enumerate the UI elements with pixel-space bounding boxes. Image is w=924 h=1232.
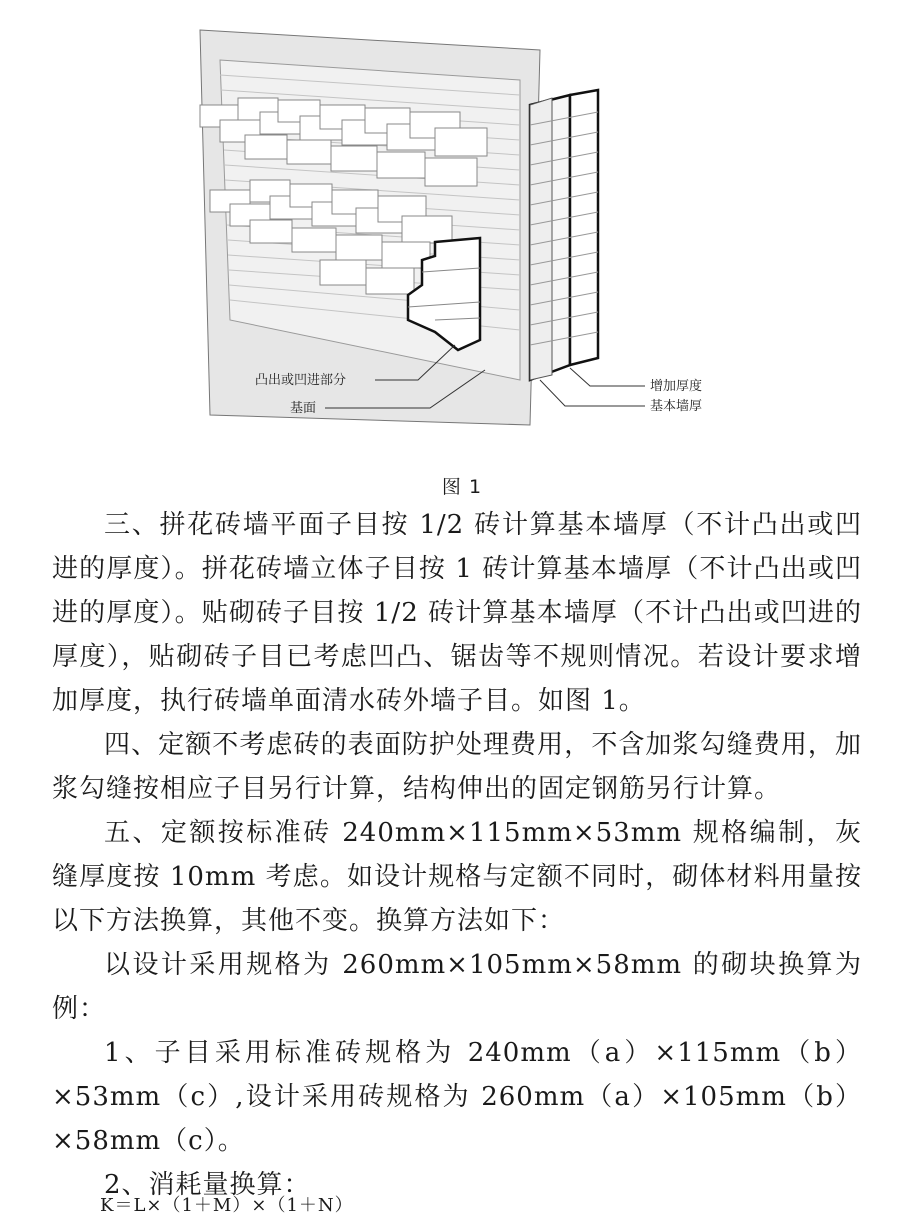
brick-wall-illustration <box>190 20 750 440</box>
label-basic-thickness: 基本墙厚 <box>650 399 703 414</box>
label-protrusion: 凸出或凹进部分 <box>255 373 347 388</box>
paragraph-example: 以设计采用规格为 260mm×105mm×58mm 的砌块换算为例： <box>52 950 862 1024</box>
paragraph-5: 五、定额按标准砖 240mm×115mm×53mm 规格编制，灰缝厚度按 10mm 考虑。如设计规格与定额不同时，砌体材料用量按以下方法换算，其他不变。换算方法如下： <box>52 818 862 936</box>
document-body <box>52 503 862 1207</box>
paragraph-4: 四、定额不考虑砖的表面防护处理费用，不含加浆勾缝费用，加浆勾缝按相应子目另行计算，结构伸出的固定钢筋另行计算。 <box>52 730 862 804</box>
paragraph-3: 三、拼花砖墙平面子目按 1/2 砖计算基本墙厚（不计凸出或凹进的厚度）。拼花砖墙立体子目按 1 砖计算基本墙厚（不计凸出或凹进的厚度）。贴砌砖子目按 1/2 砖计算基本墙厚（不计凸出或凹进的厚度），贴砌砖子目已考虑凹凸、锯齿等不规则情况。若设计要求增加厚度，执行砖墙单面清水砖外墙子目。如图 1。 <box>52 510 862 716</box>
formula: K＝L×（1＋M）×（1＋N） <box>100 1195 354 1216</box>
label-added-thickness: 增加厚度 <box>650 379 703 394</box>
wall-thickness-columns <box>530 90 598 380</box>
brick-wall-figure <box>190 20 750 440</box>
figure-caption: 图 1 <box>441 476 483 498</box>
label-base: 基面 <box>290 401 317 416</box>
paragraph-step-1: 1、子目采用标准砖规格为 240mm（a）×115mm（b）×53mm（c）,设计采用砖规格为 260mm（a）×105mm（b）×58mm（c）。 <box>52 1038 862 1156</box>
paragraph-step-2: 2、消耗量换算： <box>104 1170 311 1200</box>
